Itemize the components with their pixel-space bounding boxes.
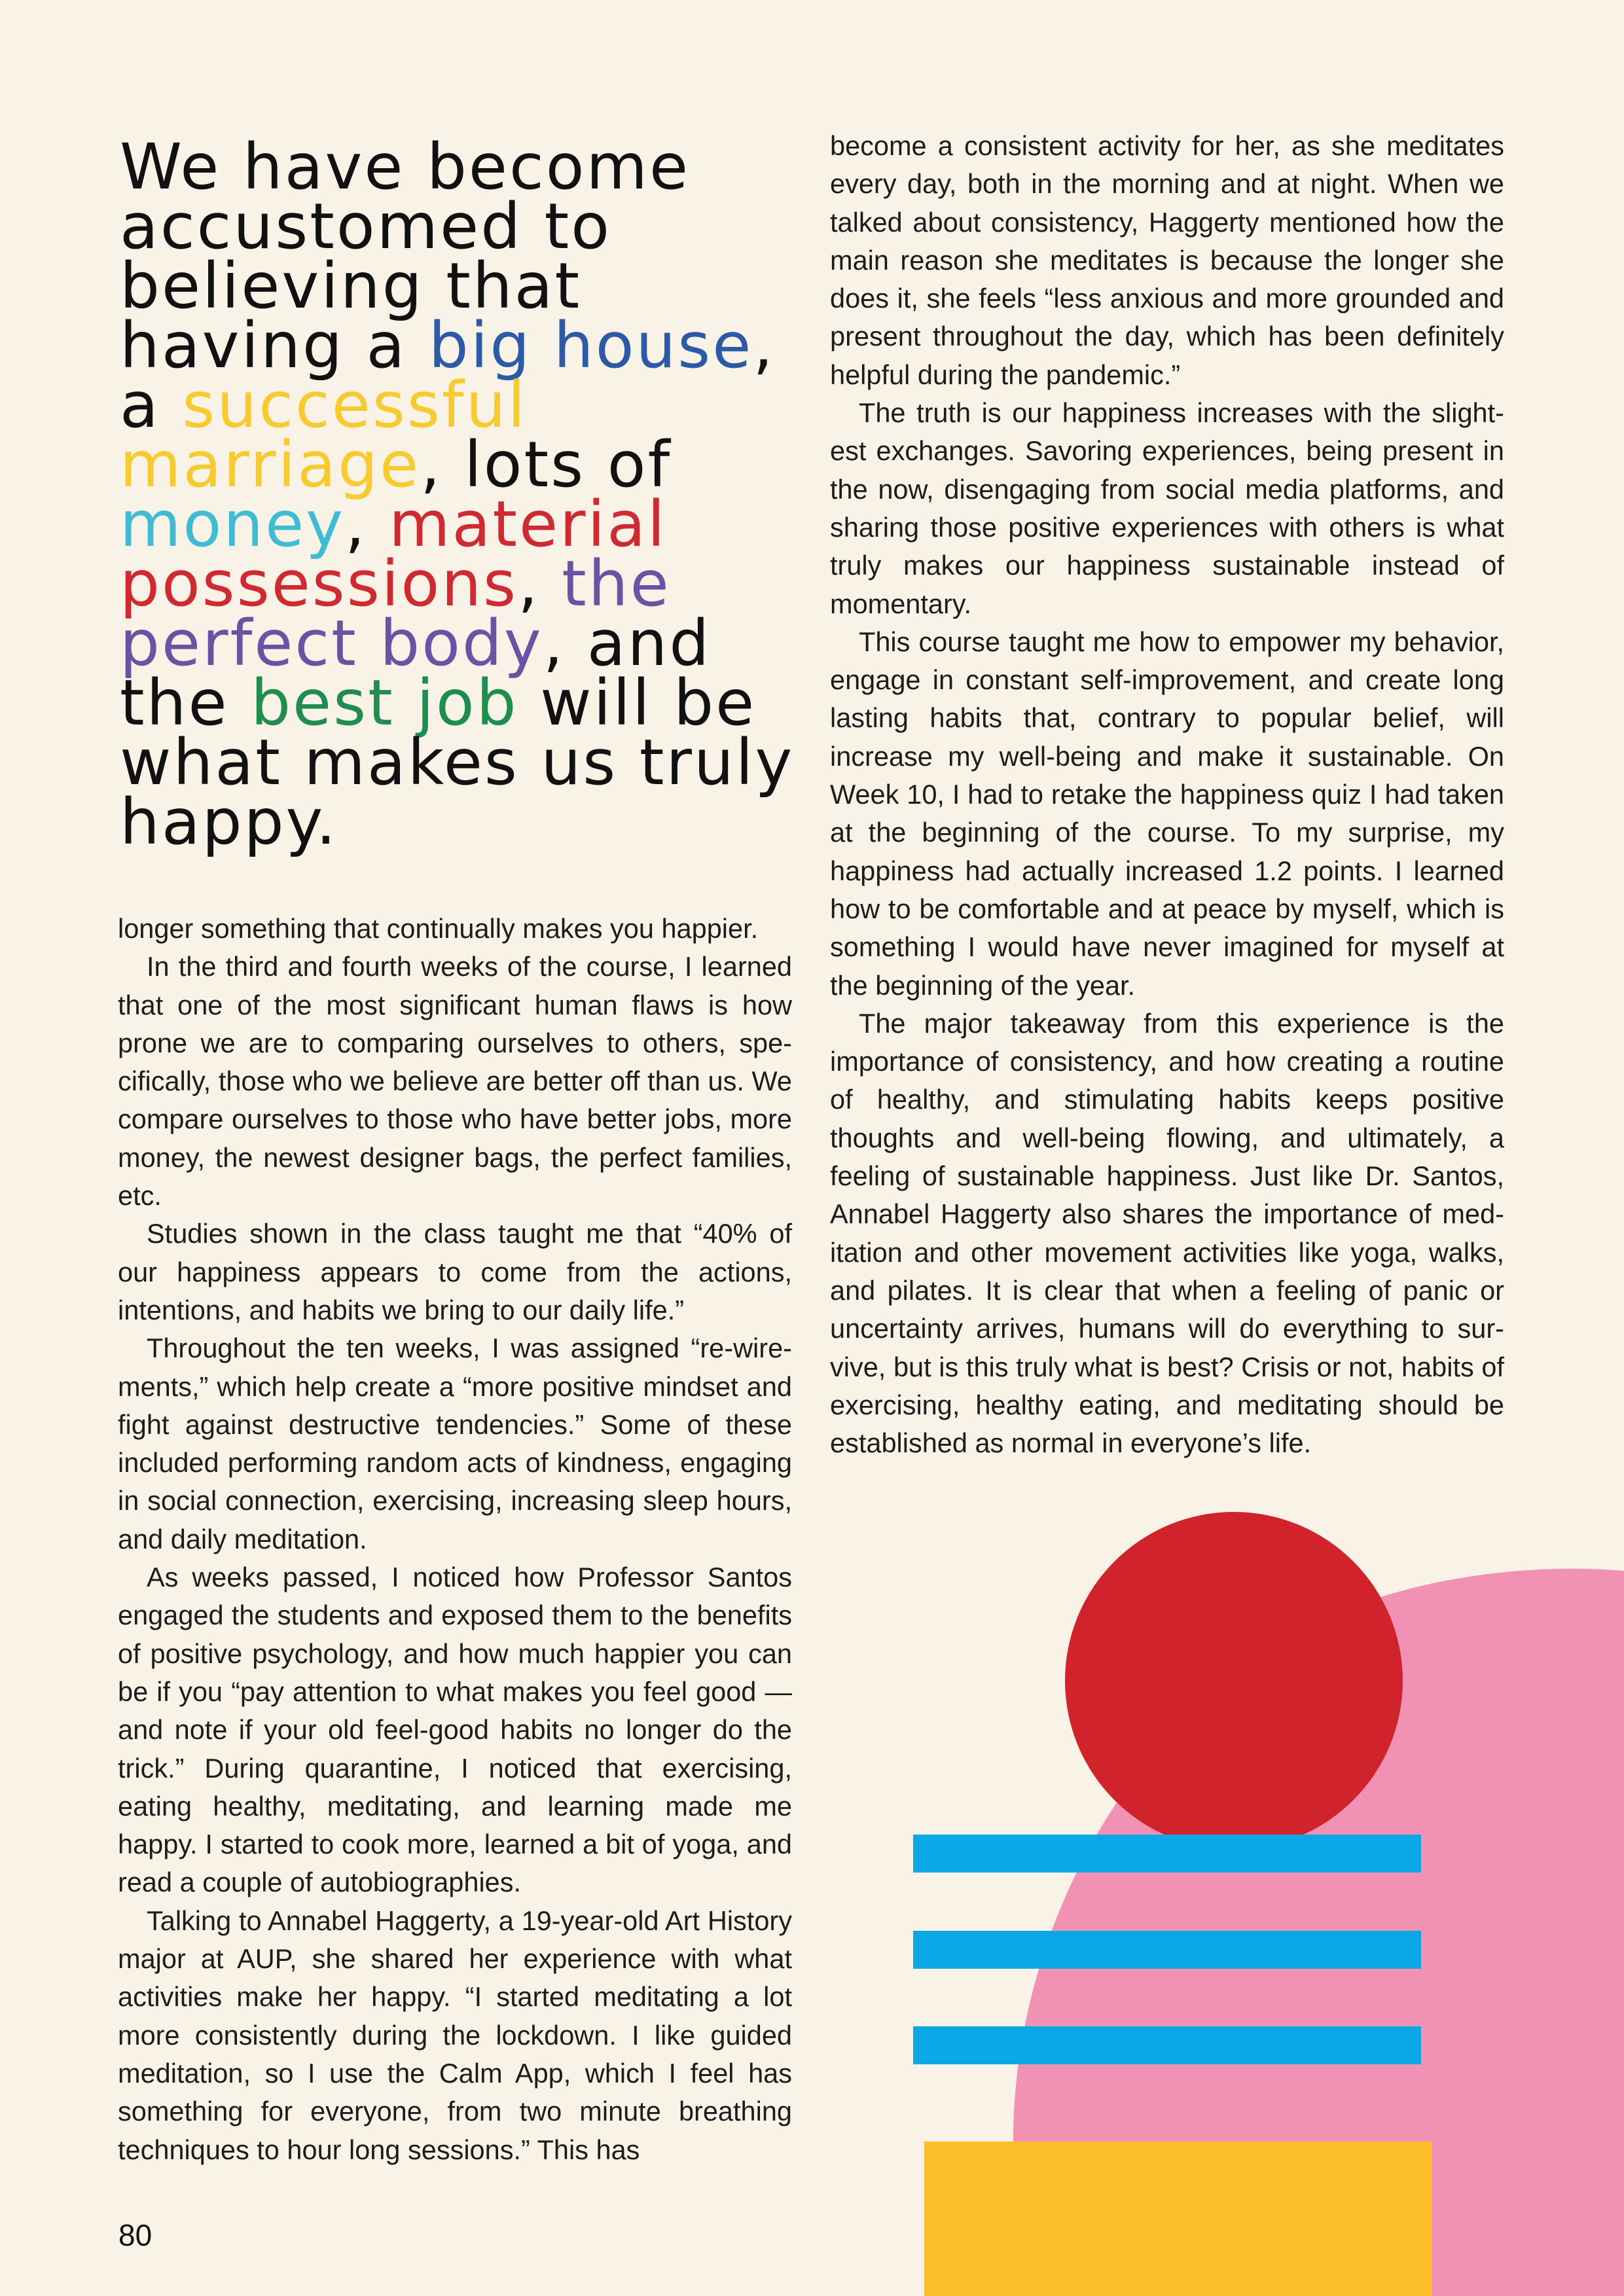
blue-stripe-shape (913, 2026, 1421, 2064)
pull-quote-text: , lots of (420, 428, 672, 501)
highlight-material-possessions: material possessions (120, 488, 667, 620)
page-number: 80 (118, 2218, 153, 2252)
body-paragraph: become a consistent activity for her, as she meditates every day, both in the morning and at night. When we talked about consistency, Haggerty mentioned how the main reason she meditates is because the longer she does it, she feels “less anxious and more grounded and present throughout the day, which has been definitely helpful during the pandemic.” (830, 130, 1504, 390)
blue-stripe-shape (913, 1931, 1421, 1969)
pull-quote-text: will be what makes us truly happy. (120, 666, 795, 859)
body-paragraph: Studies shown in the class taught me that “40% of our happiness appears to come from the actions, intentions, and habits we bring to our daily life.” (118, 1218, 792, 1325)
highlight-successful-marriage: successful marriage (120, 368, 528, 501)
body-paragraph: Throughout the ten weeks, I was assigned “re-wirements,” which help create a “more positive mindset and fight against destructive tendencies.” Some of these included performing random acts of kindness, engaging in social connection, exercising, increasing sleep hours, and daily meditation. (118, 1333, 792, 1554)
pull-quote-text: We have become accustomed to believing that having a (120, 130, 691, 382)
right-column (830, 127, 1504, 1462)
pull-quote-text: , (518, 547, 562, 620)
blue-stripe-shape (913, 1835, 1421, 1873)
pull-quote (120, 130, 814, 859)
body-paragraph: The truth is our happiness increases with the slightest exchanges. Savoring experiences, being present in the now, disengaging from social media platforms, and sharing those positive experiences with others is what truly makes our happiness sustainable instead of momentary. (830, 397, 1504, 619)
highlight-perfect-body: the perfect body (120, 547, 671, 680)
body-paragraph: In the third and fourth weeks of the course, I learned that one of the most significant human flaws is how prone we are to comparing ourselves to others, specifically, those who we believe are better off than us. We compare ourselves to those who have better jobs, more money, the newest designer bags, the perfect families, etc. (118, 951, 792, 1211)
body-paragraph: Talking to Annabel Haggerty, a 19-year-old Art History major at AUP, she shared her experience with what activities make her happy. “I started meditating a lot more consistently during the lockdown. I like guided meditation, so I use the Calm App, which I feel has something for everyone, from two minute breathing techniques to hour long sessions.” This has (118, 1905, 792, 2165)
pull-quote-text: , and the (120, 607, 712, 740)
highlight-money: money (120, 488, 345, 561)
yellow-rectangle-shape (924, 2142, 1432, 2296)
body-paragraph: longer something that continually makes you happier. (118, 913, 759, 944)
left-column (118, 910, 792, 2169)
highlight-best-job: best job (251, 666, 518, 740)
highlight-big-house: big house (428, 309, 753, 382)
red-circle-shape (1065, 1512, 1403, 1850)
pull-quote-text: , (344, 488, 389, 561)
pink-semicircle-shape (1013, 1569, 1624, 2296)
body-paragraph: The major takeaway from this experience is the importance of consistency, and how creating a routine of healthy, and stimulating habits keeps positive thoughts and well-being flowing, and ultimately, a feeling of sustainable happiness. Just like Dr. Santos, Annabel Haggerty also shares the importance of meditation and other movement activities like yoga, walks, and pilates. It is clear that when a feeling of panic or uncertainty arrives, humans will do everything to survive, but is this truly what is best? Crisis or not, habits of exercising, healthy eating, and meditating should be established as normal in everyone’s life. (830, 1007, 1504, 1459)
body-paragraph: As weeks passed, I noticed how Professor Santos engaged the students and exposed them to the benefits of positive psychology, and how much happier you can be if you “pay attention to what makes you feel good — and note if your old feel-good habits no longer do the trick.” During quarantine, I noticed that exercising, eating healthy, meditating, and learning made me happy. I started to cook more, learned a bit of yoga, and read a couple of autobiographies. (118, 1562, 792, 1898)
body-paragraph: This course taught me how to empower my behavior, engage in constant self-improvement, and create long lasting habits that, contrary to popular belief, will increase my well-being and make it sustainable. On Week 10, I had to retake the happiness quiz I had taken at the beginning of the course. To my surprise, my happiness had actually increased 1.2 points. I learned how to be comfortable and at peace by myself, which is something I would have never imagined for myself at the beginning of the year. (830, 626, 1504, 1001)
pull-quote-text: , a (120, 309, 775, 442)
